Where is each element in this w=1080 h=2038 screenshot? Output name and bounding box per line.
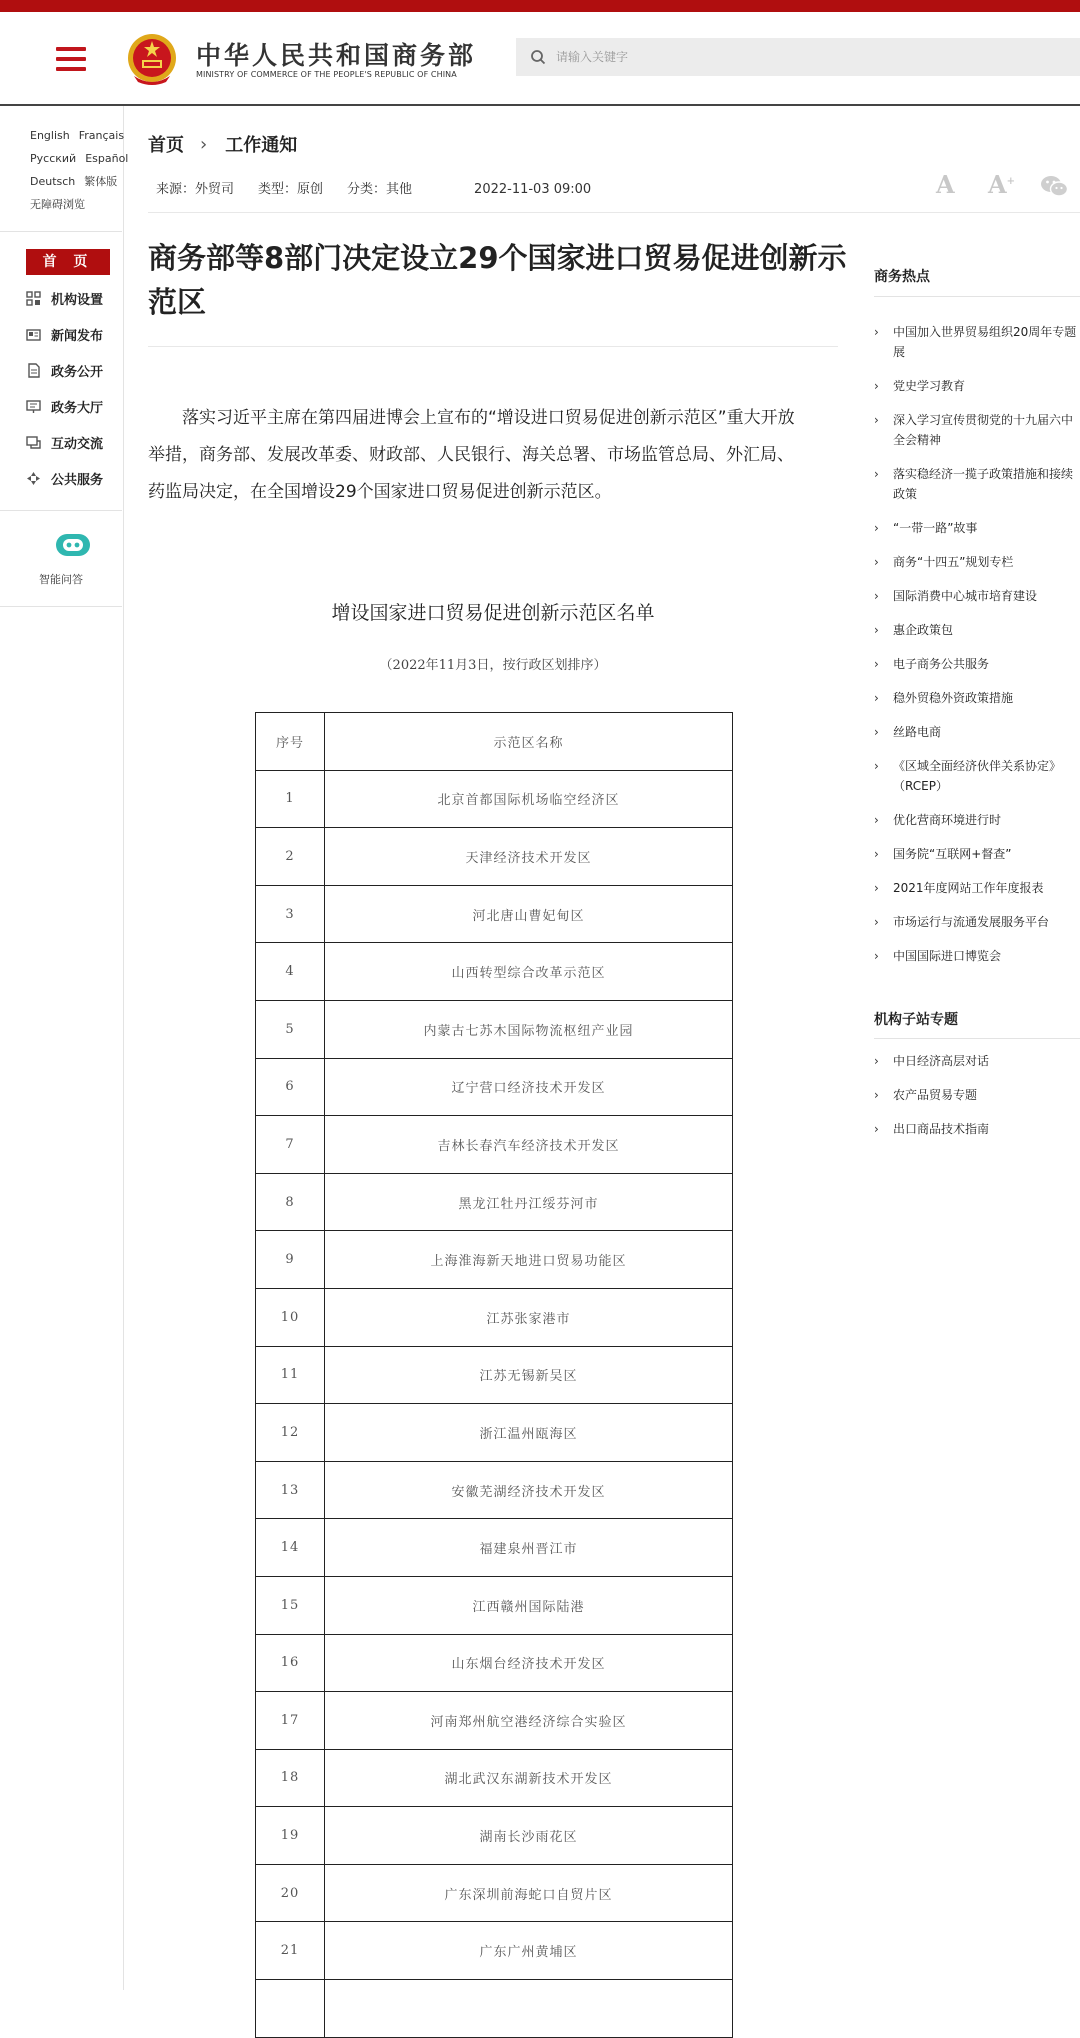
nav-home-button[interactable]: 首 页 bbox=[26, 249, 110, 275]
chevron-right-icon: › bbox=[874, 589, 879, 603]
assistant-label[interactable]: 智能问答 bbox=[39, 573, 83, 586]
subsite-link-label: 中日经济高层对话 bbox=[893, 1054, 990, 1068]
zone-name-cell: 吉林长春汽车经济技术开发区 bbox=[325, 1116, 733, 1174]
row-index-cell: 18 bbox=[256, 1749, 325, 1807]
hot-topic-link[interactable] bbox=[874, 946, 1080, 966]
site-header bbox=[0, 12, 1080, 106]
subsite-link[interactable] bbox=[874, 1085, 1080, 1105]
hot-topic-link-label: 党史学习教育 bbox=[893, 379, 966, 393]
nav-item-label: 新闻发布 bbox=[51, 328, 104, 344]
table-row bbox=[256, 1058, 733, 1116]
row-index-cell: 13 bbox=[256, 1461, 325, 1519]
nav-item-label: 互动交流 bbox=[51, 436, 104, 452]
hot-topic-link-label: 中国加入世界贸易组织20周年专题展 bbox=[893, 325, 1077, 359]
org-chart-icon bbox=[26, 291, 41, 306]
header-cell-name: 示范区名称 bbox=[325, 713, 733, 771]
zone-name-cell: 山东烟台经济技术开发区 bbox=[325, 1634, 733, 1692]
newspaper-icon bbox=[26, 327, 41, 342]
divider bbox=[0, 231, 122, 232]
zone-name-cell: 广东深圳前海蛇口自贸片区 bbox=[325, 1864, 733, 1922]
breadcrumb-current[interactable]: 工作通知 bbox=[225, 135, 298, 156]
hot-topic-link-label: 落实稳经济一揽子政策措施和接续政策 bbox=[893, 467, 1074, 501]
chevron-right-icon: › bbox=[874, 847, 879, 861]
lang-traditional-chinese[interactable]: 繁体版 bbox=[84, 175, 118, 188]
meta-type: 类型：原创 bbox=[258, 182, 324, 197]
row-index-cell: 6 bbox=[256, 1058, 325, 1116]
zone-name-cell: 河南郑州航空港经济综合实验区 bbox=[325, 1692, 733, 1750]
assistant-robot-icon[interactable] bbox=[54, 530, 92, 560]
table-row bbox=[256, 1461, 733, 1519]
zone-name-cell: 内蒙古七苏木国际物流枢纽产业园 bbox=[325, 1000, 733, 1058]
header-cell-index: 序号 bbox=[256, 713, 325, 771]
hot-topic-link-label: 市场运行与流通发展服务平台 bbox=[893, 915, 1050, 929]
nav-item-org[interactable] bbox=[26, 286, 103, 310]
subsite-link[interactable] bbox=[874, 1119, 1080, 1139]
subsite-link[interactable] bbox=[874, 1051, 1080, 1071]
nav-item-hall[interactable] bbox=[26, 394, 103, 418]
table-row bbox=[256, 1173, 733, 1231]
hot-topic-link-label: 商务“十四五”规划专栏 bbox=[893, 555, 1014, 569]
zone-name-cell: 江苏张家港市 bbox=[325, 1288, 733, 1346]
table-row bbox=[256, 1404, 733, 1462]
hot-topic-link-label: 深入学习宣传贯彻党的十九届六中全会精神 bbox=[893, 413, 1074, 447]
hot-topic-link-label: “一带一路”故事 bbox=[893, 521, 978, 535]
row-index-cell: 14 bbox=[256, 1519, 325, 1577]
zone-name-cell: 辽宁营口经济技术开发区 bbox=[325, 1058, 733, 1116]
row-index-cell: 3 bbox=[256, 885, 325, 943]
chat-icon bbox=[26, 435, 41, 450]
chevron-right-icon: › bbox=[874, 379, 879, 393]
divider bbox=[148, 346, 838, 347]
divider bbox=[0, 606, 122, 607]
table-row bbox=[256, 1519, 733, 1577]
lang-spanish[interactable]: Español bbox=[85, 152, 129, 165]
row-index-cell: 9 bbox=[256, 1231, 325, 1289]
divider bbox=[874, 296, 1080, 297]
row-index-cell: 17 bbox=[256, 1692, 325, 1750]
chevron-right-icon: › bbox=[874, 759, 879, 773]
row-index-cell bbox=[256, 1980, 325, 2038]
hot-topic-link[interactable] bbox=[874, 756, 1080, 796]
table-row bbox=[256, 770, 733, 828]
chevron-right-icon: › bbox=[874, 949, 879, 963]
subsite-heading: 机构子站专题 bbox=[874, 1012, 958, 1028]
hall-screen-icon bbox=[26, 399, 41, 414]
hot-topic-link-label: 国际消费中心城市培育建设 bbox=[893, 589, 1038, 603]
hot-topic-link-label: 国务院“互联网+督查” bbox=[893, 847, 1012, 861]
row-index-cell: 15 bbox=[256, 1576, 325, 1634]
table-header-row bbox=[256, 713, 733, 771]
search-input[interactable] bbox=[556, 38, 1056, 76]
menu-icon[interactable] bbox=[56, 47, 86, 71]
search-box bbox=[516, 38, 1080, 76]
chevron-right-icon: › bbox=[874, 413, 879, 427]
row-index-cell: 20 bbox=[256, 1864, 325, 1922]
zone-name-cell: 福建泉州晋江市 bbox=[325, 1519, 733, 1577]
left-sidebar bbox=[0, 106, 129, 1990]
hot-topic-link[interactable] bbox=[874, 552, 1080, 572]
hot-topic-link-label: 优化营商环境进行时 bbox=[893, 813, 1002, 827]
table-title: 增设国家进口贸易促进创新示范区名单 bbox=[331, 602, 655, 624]
zone-name-cell: 广东广州黄埔区 bbox=[325, 1922, 733, 1980]
row-index-cell: 21 bbox=[256, 1922, 325, 1980]
zone-name-cell: 北京首都国际机场临空经济区 bbox=[325, 770, 733, 828]
chevron-right-icon: › bbox=[874, 1054, 879, 1068]
breadcrumb-home[interactable]: 首页 bbox=[148, 135, 184, 156]
font-size-plus-mark: + bbox=[1006, 176, 1016, 187]
hot-topic-link[interactable] bbox=[874, 844, 1080, 864]
table-row bbox=[256, 1692, 733, 1750]
lang-russian[interactable]: Русский bbox=[30, 152, 77, 165]
row-index-cell: 1 bbox=[256, 770, 325, 828]
nav-item-public-service[interactable] bbox=[26, 466, 103, 490]
demo-zone-table bbox=[255, 712, 733, 2038]
table-row bbox=[256, 1288, 733, 1346]
row-index-cell: 16 bbox=[256, 1634, 325, 1692]
table-row bbox=[256, 1231, 733, 1289]
language-switcher bbox=[30, 124, 129, 216]
row-index-cell: 4 bbox=[256, 943, 325, 1001]
top-red-bar bbox=[0, 0, 1080, 12]
row-index-cell: 11 bbox=[256, 1346, 325, 1404]
divider bbox=[148, 212, 1080, 213]
zone-name-cell: 河北唐山曹妃甸区 bbox=[325, 885, 733, 943]
document-icon bbox=[26, 363, 41, 378]
row-index-cell: 12 bbox=[256, 1404, 325, 1462]
search-icon[interactable] bbox=[530, 49, 546, 65]
hot-topic-link[interactable] bbox=[874, 878, 1080, 898]
chevron-right-icon: › bbox=[874, 915, 879, 929]
chevron-right-icon: › bbox=[200, 133, 208, 155]
hot-topic-link-label: 《区域全面经济伙伴关系协定》（RCEP） bbox=[893, 759, 1062, 793]
table-row bbox=[256, 1634, 733, 1692]
hot-topic-link-label: 2021年度网站工作年度报表 bbox=[893, 881, 1044, 895]
table-row bbox=[256, 1346, 733, 1404]
nav-item-label: 公共服务 bbox=[51, 472, 104, 488]
divider bbox=[0, 510, 122, 511]
lang-english[interactable]: English bbox=[30, 129, 70, 142]
nav-item-gov-affairs[interactable] bbox=[26, 358, 103, 382]
hot-topic-link[interactable] bbox=[874, 410, 1080, 450]
nav-item-label: 政务大厅 bbox=[51, 400, 104, 416]
hot-topic-link[interactable] bbox=[874, 722, 1080, 742]
lang-german[interactable]: Deutsch bbox=[30, 175, 76, 188]
chevron-right-icon: › bbox=[874, 1088, 879, 1102]
hot-topic-link[interactable] bbox=[874, 586, 1080, 606]
chevron-right-icon: › bbox=[874, 881, 879, 895]
national-emblem-logo[interactable] bbox=[126, 32, 178, 86]
site-title-en[interactable]: MINISTRY OF COMMERCE OF THE PEOPLE'S REPUBLIC OF CHINA bbox=[196, 70, 457, 79]
row-index-cell: 5 bbox=[256, 1000, 325, 1058]
zone-name-cell: 江苏无锡新吴区 bbox=[325, 1346, 733, 1404]
chevron-right-icon: › bbox=[874, 467, 879, 481]
hot-topic-link[interactable] bbox=[874, 810, 1080, 830]
chevron-right-icon: › bbox=[874, 1122, 879, 1136]
row-index-cell: 19 bbox=[256, 1807, 325, 1865]
font-size-smaller-button[interactable]: A bbox=[936, 170, 955, 199]
table-row bbox=[256, 1980, 733, 2038]
nav-item-label: 政务公开 bbox=[51, 364, 104, 380]
divider bbox=[874, 1038, 1080, 1039]
zone-name-cell: 湖北武汉东湖新技术开发区 bbox=[325, 1749, 733, 1807]
font-size-larger-glyph: A bbox=[988, 170, 1007, 199]
zone-name-cell: 江西赣州国际陆港 bbox=[325, 1576, 733, 1634]
table-row bbox=[256, 1807, 733, 1865]
chevron-right-icon: › bbox=[874, 521, 879, 535]
hot-topic-link-label: 电子商务公共服务 bbox=[893, 657, 990, 671]
meta-date: 2022-11-03 09:00 bbox=[474, 182, 592, 197]
font-size-larger-button[interactable] bbox=[988, 170, 1015, 199]
subsite-link-label: 农产品贸易专题 bbox=[893, 1088, 978, 1102]
nav-item-label: 机构设置 bbox=[51, 292, 104, 308]
chevron-right-icon: › bbox=[874, 623, 879, 637]
table-row bbox=[256, 1116, 733, 1174]
wechat-share-icon[interactable] bbox=[1040, 174, 1068, 198]
chevron-right-icon: › bbox=[874, 657, 879, 671]
nav-item-news[interactable] bbox=[26, 322, 103, 346]
article-paragraph: 落实习近平主席在第四届进博会上宣布的“增设进口贸易促进创新示范区”重大开放举措，商务部、发展改革委、财政部、人民银行、海关总署、市场监管总局、外汇局、药监局决定，在全国增设29个国家进口贸易促进创新示范区。 bbox=[148, 408, 795, 502]
chevron-right-icon: › bbox=[874, 725, 879, 739]
hot-topic-link[interactable] bbox=[874, 322, 1080, 362]
hot-topic-link-label: 惠企政策包 bbox=[893, 623, 954, 637]
subsite-list bbox=[874, 1051, 1080, 1153]
zone-name-cell: 天津经济技术开发区 bbox=[325, 828, 733, 886]
hot-topic-link[interactable] bbox=[874, 912, 1080, 932]
table-row bbox=[256, 885, 733, 943]
zone-name-cell bbox=[325, 1980, 733, 2038]
site-title-cn[interactable]: 中华人民共和国商务部 bbox=[196, 41, 477, 70]
hot-topics-heading: 商务热点 bbox=[874, 269, 930, 285]
zone-name-cell: 安徽芜湖经济技术开发区 bbox=[325, 1461, 733, 1519]
table-subtitle: （2022年11月3日，按行政区划排序） bbox=[379, 658, 607, 673]
table-row bbox=[256, 1576, 733, 1634]
hot-topic-link-label: 丝路电商 bbox=[893, 725, 942, 739]
accessibility-mode-link[interactable]: 无障碍浏览 bbox=[30, 198, 85, 211]
nav-item-interaction[interactable] bbox=[26, 430, 103, 454]
article-title: 商务部等8部门决定设立29个国家进口贸易促进创新示范区 bbox=[148, 241, 847, 319]
table-row bbox=[256, 1000, 733, 1058]
hot-topic-link[interactable] bbox=[874, 376, 1080, 396]
breadcrumb bbox=[148, 131, 297, 157]
chevron-right-icon: › bbox=[874, 555, 879, 569]
hot-topic-link-label: 稳外贸稳外资政策措施 bbox=[893, 691, 1014, 705]
table-row bbox=[256, 1864, 733, 1922]
zone-name-cell: 湖南长沙雨花区 bbox=[325, 1807, 733, 1865]
hot-topic-link-label: 中国国际进口博览会 bbox=[893, 949, 1002, 963]
zone-name-cell: 浙江温州瓯海区 bbox=[325, 1404, 733, 1462]
meta-source: 来源：外贸司 bbox=[156, 182, 235, 197]
table-row bbox=[256, 943, 733, 1001]
service-icon bbox=[26, 471, 41, 486]
meta-category: 分类：其他 bbox=[347, 182, 413, 197]
hot-topic-link[interactable] bbox=[874, 518, 1080, 538]
hot-topic-link[interactable] bbox=[874, 620, 1080, 640]
zone-name-cell: 黑龙江牡丹江绥芬河市 bbox=[325, 1173, 733, 1231]
subsite-link-label: 出口商品技术指南 bbox=[893, 1122, 990, 1136]
article-meta bbox=[156, 178, 615, 197]
hot-topics-list bbox=[874, 322, 1080, 980]
chevron-right-icon: › bbox=[874, 325, 879, 339]
hot-topic-link[interactable] bbox=[874, 464, 1080, 504]
row-index-cell: 2 bbox=[256, 828, 325, 886]
chevron-right-icon: › bbox=[874, 691, 879, 705]
table-row bbox=[256, 828, 733, 886]
row-index-cell: 8 bbox=[256, 1173, 325, 1231]
lang-french[interactable]: Français bbox=[78, 129, 125, 142]
hot-topic-link[interactable] bbox=[874, 654, 1080, 674]
zone-name-cell: 山西转型综合改革示范区 bbox=[325, 943, 733, 1001]
row-index-cell: 7 bbox=[256, 1116, 325, 1174]
row-index-cell: 10 bbox=[256, 1288, 325, 1346]
chevron-right-icon: › bbox=[874, 813, 879, 827]
table-row bbox=[256, 1922, 733, 1980]
zone-name-cell: 上海淮海新天地进口贸易功能区 bbox=[325, 1231, 733, 1289]
table-row bbox=[256, 1749, 733, 1807]
hot-topic-link[interactable] bbox=[874, 688, 1080, 708]
